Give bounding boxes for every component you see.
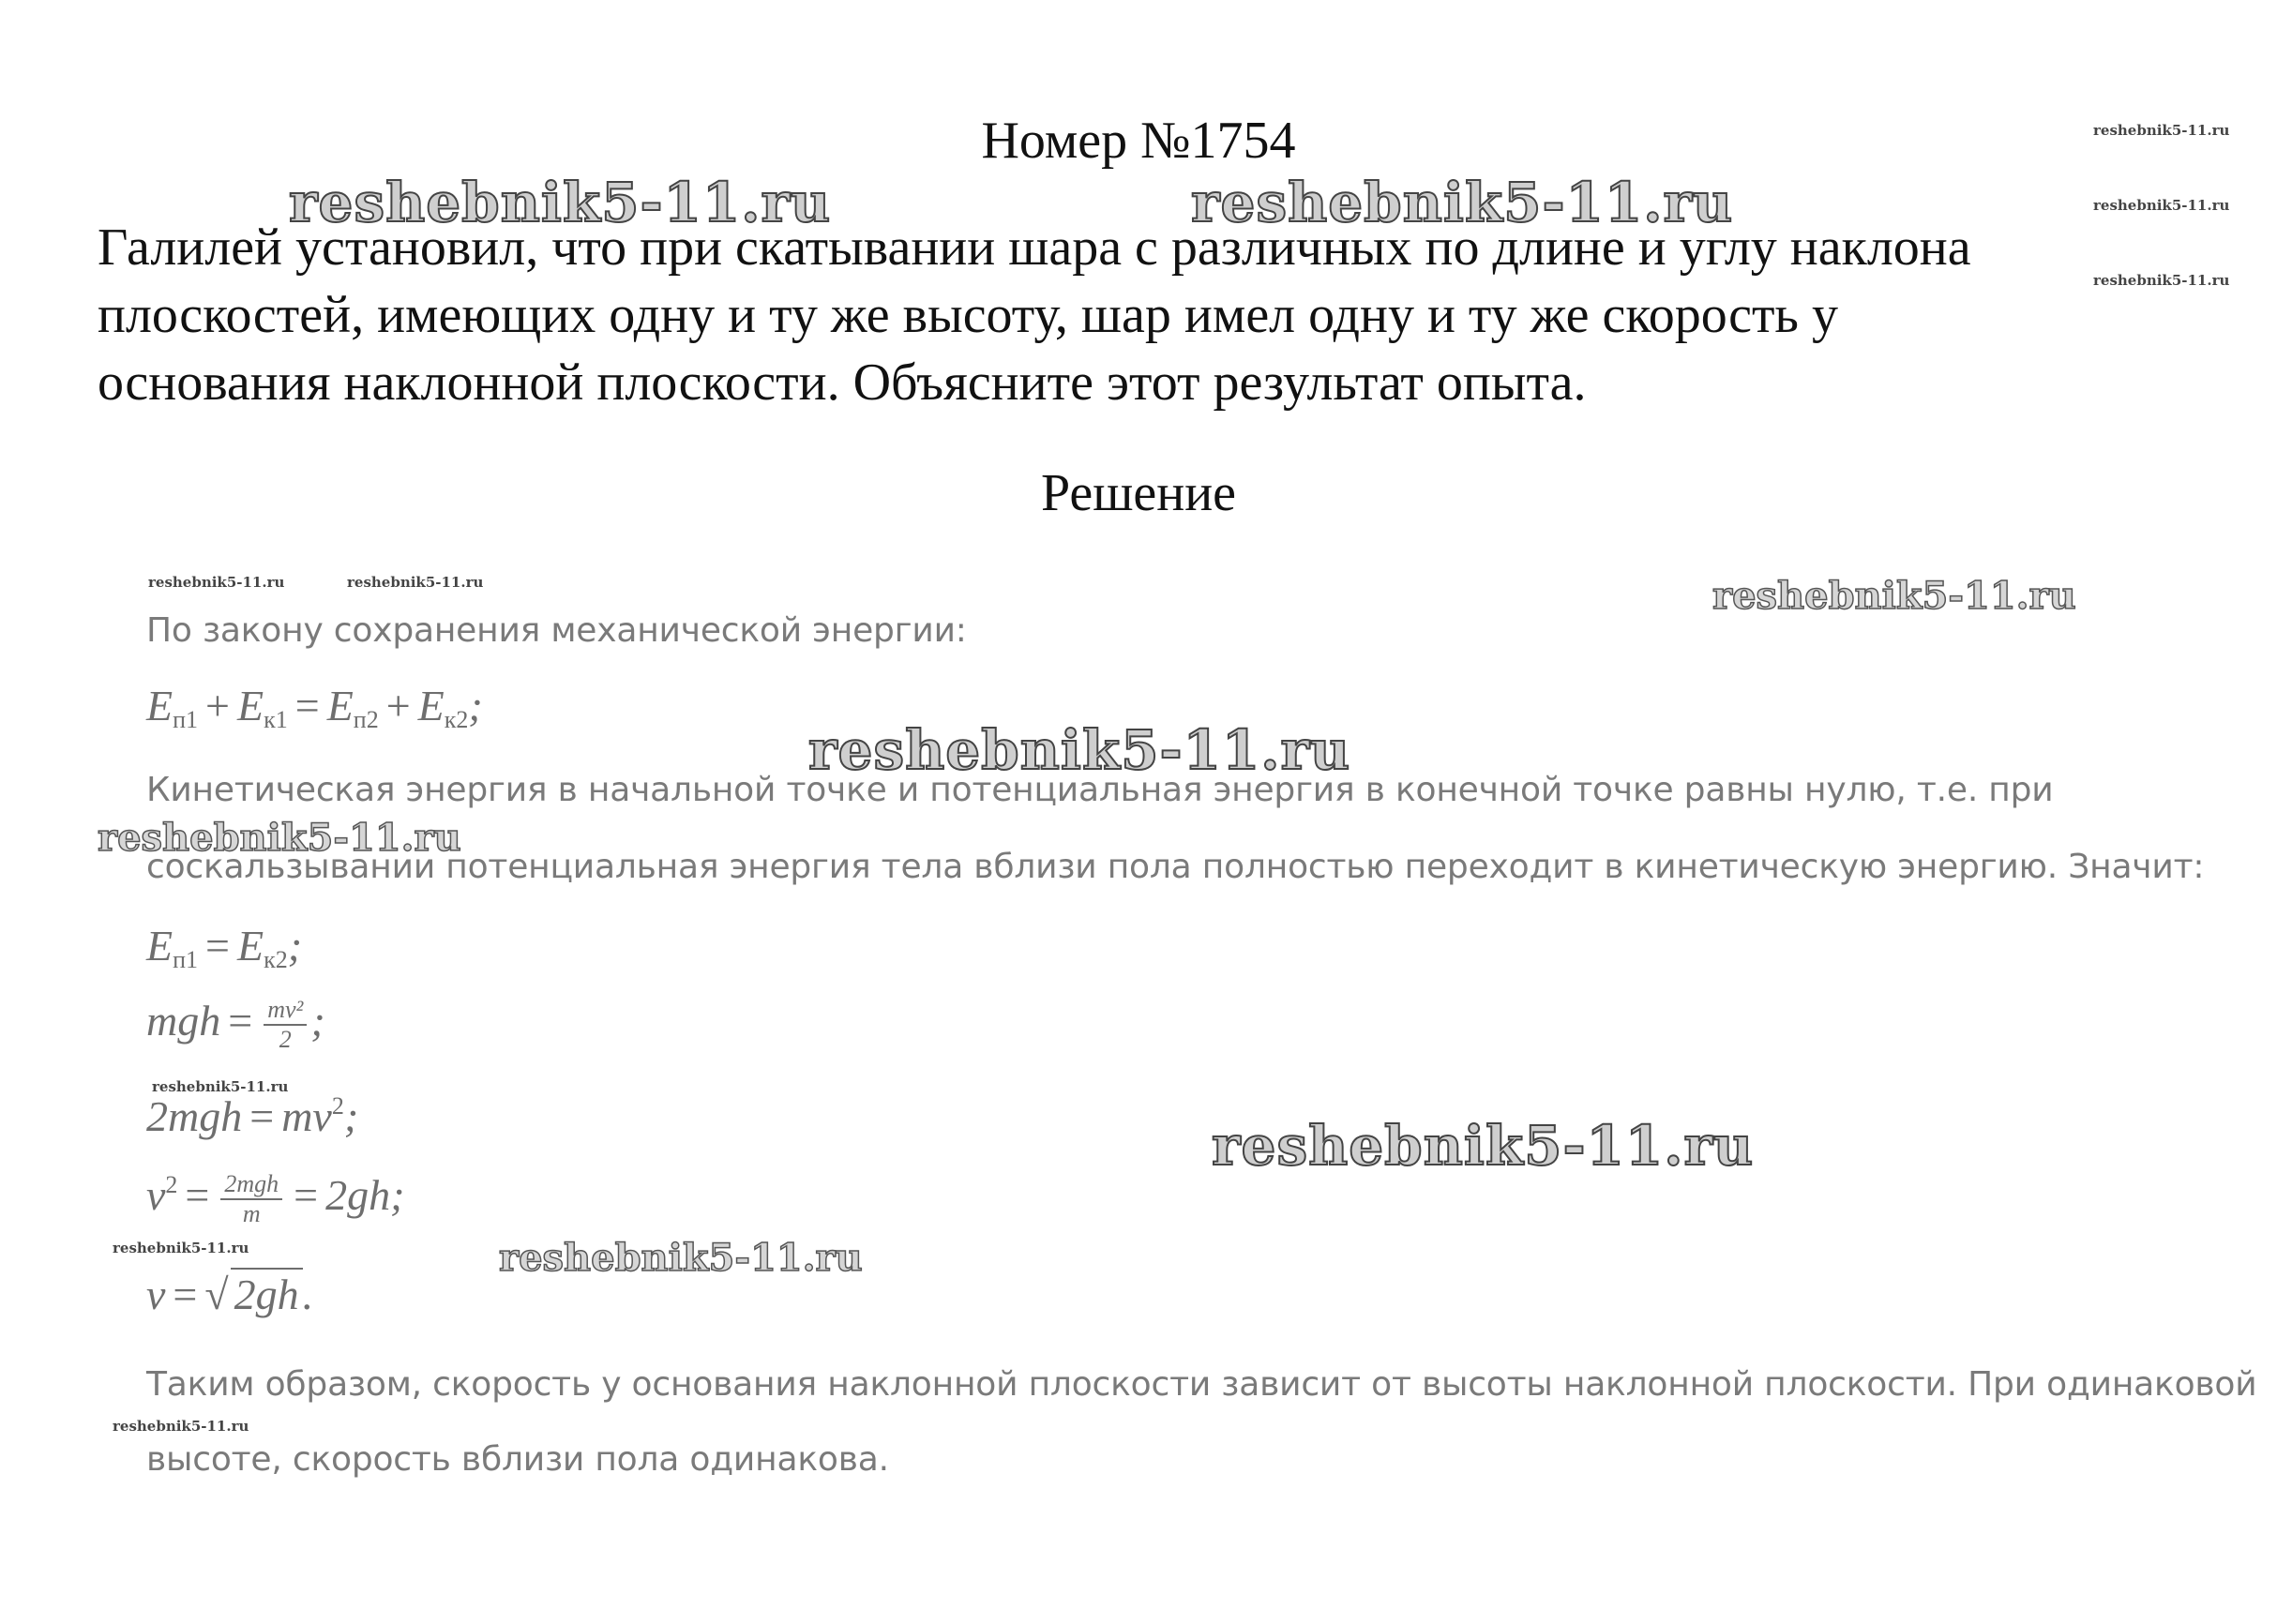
punctuation: ; <box>310 997 325 1045</box>
watermark-medium: reshebnik5-11.ru <box>98 816 461 860</box>
punctuation: . <box>302 1271 314 1318</box>
punctuation: ; <box>390 1171 405 1219</box>
sqrt-icon: √ <box>204 1271 229 1318</box>
watermark-small: reshebnik5-11.ru <box>2093 197 2230 214</box>
fraction <box>264 996 307 1054</box>
equation-v-squared: $v^2$ = $\frac{\text{2mgh}}{m}$ = 2gh; <box>146 1170 405 1228</box>
solution-paragraph-line: Кинетическая энергия в начальной точке и потенциальная энергия в конечной точке равны нулю, т.е. при <box>146 771 2054 809</box>
watermark-large: reshebnik5-11.ru <box>1191 171 1734 234</box>
watermark-large: reshebnik5-11.ru <box>289 171 832 234</box>
numerator: mv² <box>264 996 307 1026</box>
equation-energy-conservation: $E_{п1} + E_{к1} = E_{п2} + E_{к2}$; <box>146 682 483 733</box>
numerator: 2mgh <box>220 1170 282 1200</box>
expression: 2gh <box>325 1171 391 1219</box>
watermark-medium: reshebnik5-11.ru <box>499 1236 863 1280</box>
punctuation: ; <box>287 922 303 970</box>
solution-paragraph-line: соскальзывании потенциальная энергия тела вблизи пола полностью переходит в кинетическую энергию. Значит: <box>146 848 2205 886</box>
subscript: п1 <box>173 706 199 733</box>
equation-mgh: mgh = $\frac{\text{mv²}}{2}$ ; <box>146 996 325 1054</box>
denominator: 2 <box>279 1026 292 1054</box>
expression: 2mgh <box>146 1092 243 1140</box>
subscript: п2 <box>353 706 379 733</box>
symbol: E <box>417 682 445 729</box>
problem-line: Галилей установил, что при скатывании шара с различных по длине и углу наклона <box>98 218 1971 277</box>
symbol: v <box>146 1271 166 1318</box>
watermark-medium: reshebnik5-11.ru <box>1712 574 2076 618</box>
subscript: п1 <box>173 946 199 973</box>
watermark-small: reshebnik5-11.ru <box>152 1078 289 1095</box>
equation-energy-equality: $E_{п1} = E_{к2}$; <box>146 922 303 973</box>
watermark-large: reshebnik5-11.ru <box>808 718 1351 782</box>
watermark-small: reshebnik5-11.ru <box>2093 272 2230 289</box>
denominator: m <box>242 1200 261 1228</box>
subscript: к1 <box>264 706 288 733</box>
watermark-small: reshebnik5-11.ru <box>347 574 484 591</box>
problem-line: плоскостей, имеющих одну и ту же высоту, шар имел одну и ту же скорость у <box>98 286 1838 344</box>
conclusion-line: высоте, скорость вблизи пола одинакова. <box>146 1440 889 1479</box>
equation-2mgh: $2mgh = mv^2$; <box>146 1092 359 1140</box>
subscript: к2 <box>444 706 469 733</box>
problem-line: основания наклонной плоскости. Объясните этот результат опыта. <box>98 353 1587 412</box>
symbol: E <box>326 682 354 729</box>
solution-heading: Решение <box>1040 464 1237 522</box>
document-title: Номер №1754 <box>981 112 1296 170</box>
problem-statement <box>98 214 2198 416</box>
superscript: 2 <box>165 1171 178 1198</box>
superscript: 2 <box>331 1092 344 1120</box>
fraction <box>220 1170 282 1228</box>
watermark-large: reshebnik5-11.ru <box>1212 1114 1755 1178</box>
punctuation: ; <box>468 682 483 729</box>
expression: mgh <box>146 997 221 1045</box>
watermark-small: reshebnik5-11.ru <box>113 1418 249 1435</box>
radicand: 2gh <box>231 1268 303 1319</box>
equation-v: v = √ 2gh. <box>146 1268 313 1319</box>
conclusion-line: Таким образом, скорость у основания наклонной плоскости зависит от высоты наклонной плоскости. При одинаковой <box>146 1365 2257 1404</box>
punctuation: ; <box>343 1092 359 1140</box>
subscript: к2 <box>264 946 288 973</box>
watermark-small: reshebnik5-11.ru <box>148 574 285 591</box>
symbol: E <box>236 922 264 970</box>
symbol: E <box>146 682 173 729</box>
solution-intro: По закону сохранения механической энергии: <box>146 611 967 650</box>
watermark-small: reshebnik5-11.ru <box>113 1240 249 1256</box>
watermark-small: reshebnik5-11.ru <box>2093 122 2230 139</box>
symbol: E <box>146 922 173 970</box>
symbol: E <box>236 682 264 729</box>
expression: mv <box>281 1092 332 1140</box>
symbol: v <box>146 1171 166 1219</box>
